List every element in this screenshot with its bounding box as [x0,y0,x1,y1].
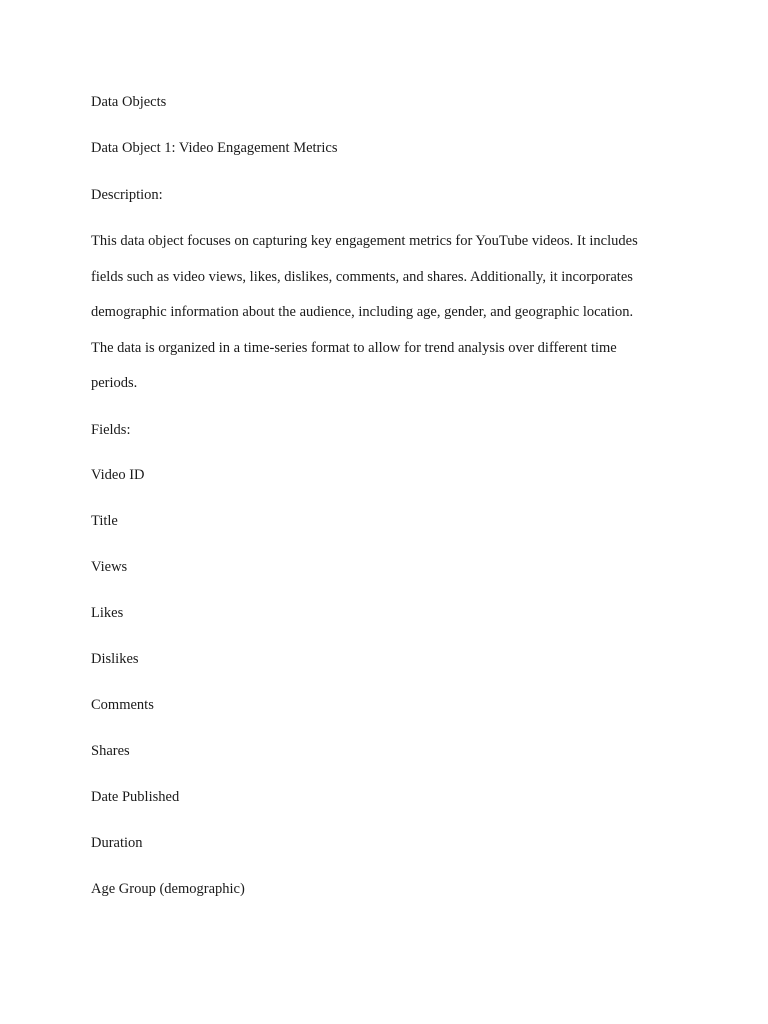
field-item-video-id: Video ID [91,467,145,483]
fields-label: Fields: [91,422,131,438]
field-item-age-group: Age Group (demographic) [91,881,245,897]
description-line: periods. [91,375,138,391]
data-object-title: Data Object 1: Video Engagement Metrics [91,140,338,156]
description-line: fields such as video views, likes, dislikes, comments, and shares. Additionally, it incorporates [91,269,633,285]
field-item-shares: Shares [91,743,130,759]
field-item-dislikes: Dislikes [91,651,139,667]
description-label: Description: [91,187,163,203]
field-item-likes: Likes [91,605,124,621]
field-item-comments: Comments [91,697,154,713]
field-item-date-published: Date Published [91,789,180,805]
field-item-title: Title [91,513,118,529]
description-line: This data object focuses on capturing key engagement metrics for YouTube videos. It includes [91,233,638,249]
document-heading: Data Objects [91,94,167,110]
field-item-views: Views [91,559,128,575]
description-line: demographic information about the audience, including age, gender, and geographic location. [91,304,634,320]
description-line: The data is organized in a time-series format to allow for trend analysis over different time [91,340,617,356]
field-item-duration: Duration [91,835,143,851]
